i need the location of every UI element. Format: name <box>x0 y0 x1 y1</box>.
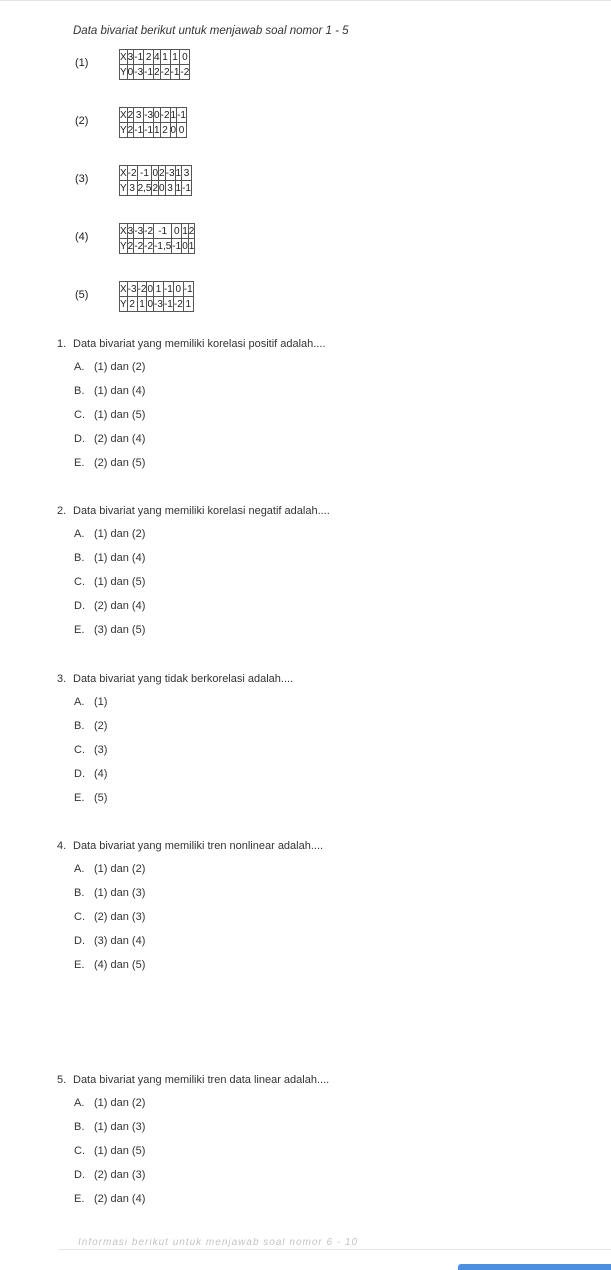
answer-option[interactable] <box>74 403 577 427</box>
table-cell: 2 <box>159 167 165 179</box>
table-cell: -1,5 <box>154 240 172 252</box>
table-cell: X <box>120 51 127 63</box>
option-text: (1) dan (2) <box>94 1097 146 1109</box>
table-cell: 3 <box>127 225 134 237</box>
table-cell: 1 <box>154 282 164 297</box>
table-cell: 2 <box>127 240 134 252</box>
table-cell: 2 <box>127 124 134 136</box>
table-cell: 1 <box>175 182 182 194</box>
option-letter: E. <box>74 792 85 804</box>
table-cell: Y <box>120 66 127 78</box>
answer-option[interactable] <box>74 594 577 618</box>
bottom-divider <box>58 1249 611 1250</box>
option-letter: A. <box>74 361 85 373</box>
table-cell: 0 <box>147 283 154 295</box>
answer-option[interactable] <box>74 522 577 546</box>
option-text: (4) <box>94 768 108 780</box>
table-cell: -3 <box>134 66 144 78</box>
table-label: (3) <box>75 173 89 185</box>
option-text: (3) dan (4) <box>94 935 146 947</box>
table-cell: 0 <box>152 167 159 179</box>
table-cell: -2 <box>134 240 144 252</box>
option-letter: B. <box>74 385 85 397</box>
table-row-y <box>120 65 190 80</box>
table-cell: 2 <box>152 182 159 194</box>
table-cell: 2 <box>144 50 154 65</box>
table-cell: 3 <box>134 108 144 123</box>
table-cell: -2 <box>137 283 147 295</box>
option-text: (2) dan (4) <box>94 1193 146 1205</box>
table-cell: 3 <box>165 181 175 196</box>
answer-option[interactable] <box>74 1115 577 1139</box>
option-letter: A. <box>74 863 85 875</box>
answer-option[interactable] <box>74 857 577 881</box>
option-letter: D. <box>74 600 85 612</box>
table-cell: 2,5 <box>137 182 152 194</box>
answer-option[interactable] <box>74 905 577 929</box>
table-cell: -2 <box>144 225 154 237</box>
option-text: (4) dan (5) <box>94 959 146 971</box>
answer-option[interactable] <box>74 379 577 403</box>
table-cell: -1 <box>177 109 186 121</box>
table-cell: -3 <box>144 109 154 121</box>
page-heading: Data bivariat berikut untuk menjawab soal nomor 1 - 5 <box>73 25 349 37</box>
answer-option[interactable] <box>74 953 577 977</box>
top-divider <box>0 0 611 1</box>
answer-option[interactable] <box>74 1187 577 1211</box>
table-cell: -2 <box>173 298 183 310</box>
answer-option[interactable] <box>74 451 577 475</box>
table-cell: -3 <box>134 225 144 237</box>
table-cell: -1 <box>154 224 172 239</box>
table-cell: 1 <box>188 240 195 252</box>
question-number: 5. <box>57 1074 67 1086</box>
table-grid <box>119 49 190 80</box>
option-text: (3) <box>94 744 108 756</box>
table-row-y <box>120 181 192 196</box>
question-text <box>57 1072 577 1088</box>
option-text: (1) dan (5) <box>94 409 146 421</box>
table-row-x <box>120 50 190 65</box>
option-text: (2) dan (4) <box>94 433 146 445</box>
question-text <box>57 838 577 854</box>
option-text: (3) dan (5) <box>94 624 146 636</box>
table-cell: X <box>120 225 127 237</box>
table-cell: 2 <box>127 297 137 312</box>
table-cell: 1 <box>175 167 182 179</box>
question-3 <box>57 671 577 810</box>
answer-option[interactable] <box>74 427 577 451</box>
option-letter: A. <box>74 1097 85 1109</box>
option-text: (1) dan (2) <box>94 361 146 373</box>
table-row-y <box>120 123 187 138</box>
answer-option[interactable] <box>74 1091 577 1115</box>
question-number: 3. <box>57 673 67 685</box>
table-cell: X <box>120 283 127 295</box>
table-cell: 0 <box>127 66 134 78</box>
table-cell: Y <box>120 298 127 310</box>
answer-option[interactable] <box>74 355 577 379</box>
table-cell: 3 <box>127 181 137 196</box>
option-letter: B. <box>74 887 85 899</box>
question-number: 4. <box>57 840 67 852</box>
table-cell: Y <box>120 182 127 194</box>
table-cell: 0 <box>159 182 165 194</box>
option-letter: C. <box>74 911 85 923</box>
option-text: (1) dan (3) <box>94 887 146 899</box>
answer-option[interactable] <box>74 738 577 762</box>
table-cell: 0 <box>177 123 187 138</box>
option-letter: E. <box>74 959 85 971</box>
answer-option[interactable] <box>74 881 577 905</box>
table-cell: 3 <box>127 51 134 63</box>
option-text: (1) dan (4) <box>94 385 146 397</box>
question-prompt: Data bivariat yang memiliki tren data linear adalah.... <box>73 1074 330 1086</box>
question-prompt: Data bivariat yang memiliki korelasi negatif adalah.... <box>73 505 330 517</box>
table-cell: -3 <box>165 167 175 179</box>
option-letter: D. <box>74 433 85 445</box>
answer-option[interactable] <box>74 762 577 786</box>
table-grid <box>119 107 187 138</box>
option-letter: D. <box>74 768 85 780</box>
table-cell: 3 <box>182 166 192 181</box>
question-number: 1. <box>57 338 67 350</box>
table-cell: 0 <box>182 240 188 252</box>
table-cell: -2 <box>144 240 154 252</box>
answer-option[interactable] <box>74 786 577 810</box>
table-cell: -1 <box>134 51 144 63</box>
table-cell: 0 <box>154 109 160 121</box>
question-2 <box>57 503 577 642</box>
question-text <box>57 503 577 519</box>
table-cell: 2 <box>160 123 170 138</box>
table-label: (2) <box>75 115 89 127</box>
option-letter: A. <box>74 528 85 540</box>
question-text <box>57 336 577 352</box>
table-cell: 2 <box>188 225 195 237</box>
answer-option[interactable] <box>74 1163 577 1187</box>
table-label: (5) <box>75 289 89 301</box>
question-text <box>57 671 577 687</box>
table-cell: 1 <box>170 109 177 121</box>
table-grid <box>119 281 194 312</box>
table-grid <box>119 165 192 196</box>
table-cell: 0 <box>172 224 182 239</box>
table-grid <box>119 223 195 254</box>
table-label: (4) <box>75 231 89 243</box>
option-text: (5) <box>94 792 108 804</box>
option-letter: E. <box>74 457 85 469</box>
option-letter: E. <box>74 1193 85 1205</box>
table-row-x <box>120 108 187 123</box>
table-cell: -2 <box>127 167 137 179</box>
table-cell: 1 <box>154 124 160 136</box>
table-cell: -1 <box>170 66 180 78</box>
option-text: (1) dan (5) <box>94 1145 146 1157</box>
option-letter: D. <box>74 1169 85 1181</box>
option-text: (2) <box>94 720 108 732</box>
table-cell: -3 <box>154 298 163 310</box>
table-cell: X <box>120 109 127 121</box>
option-text: (1) dan (3) <box>94 1121 146 1133</box>
table-cell: -3 <box>127 283 137 295</box>
table-cell: X <box>120 167 127 179</box>
option-text: (2) dan (3) <box>94 911 146 923</box>
option-letter: E. <box>74 624 85 636</box>
table-cell: 0 <box>180 50 190 65</box>
option-text: (1) dan (2) <box>94 528 146 540</box>
table-row-x <box>120 224 195 239</box>
table-cell: 2 <box>127 109 134 121</box>
next-section-heading-partial: Informasi berikut untuk menjawab soal nomor 6 - 10 <box>78 1238 359 1247</box>
option-text: (2) dan (3) <box>94 1169 146 1181</box>
answer-option[interactable] <box>74 570 577 594</box>
option-letter: D. <box>74 935 85 947</box>
table-cell: -2 <box>160 109 170 121</box>
table-cell: -1 <box>163 283 173 295</box>
question-prompt: Data bivariat yang memiliki tren nonlinear adalah.... <box>73 840 324 852</box>
table-cell: 2 <box>154 66 160 78</box>
question-4 <box>57 838 577 977</box>
table-cell: Y <box>120 240 127 252</box>
table-cell: 0 <box>173 282 183 297</box>
table-row-x <box>120 282 194 297</box>
table-cell: 1 <box>170 50 180 65</box>
table-row-y <box>120 239 195 254</box>
table-cell: Y <box>120 124 127 136</box>
table-cell: -1 <box>144 124 154 136</box>
table-cell: -1 <box>183 283 193 295</box>
option-letter: B. <box>74 1121 85 1133</box>
table-cell: 1 <box>160 50 170 65</box>
question-number: 2. <box>57 505 67 517</box>
option-letter: C. <box>74 576 85 588</box>
table-cell: -2 <box>160 66 170 78</box>
table-cell: 4 <box>154 51 160 63</box>
option-text: (2) dan (5) <box>94 457 146 469</box>
table-cell: 1 <box>182 225 188 237</box>
table-cell: 0 <box>170 124 177 136</box>
table-cell: 1 <box>183 297 193 312</box>
table-cell: -1 <box>182 182 191 194</box>
table-row-x <box>120 166 192 181</box>
table-cell: -1 <box>134 124 144 136</box>
table-cell: -1 <box>144 66 154 78</box>
table-cell: 1 <box>137 297 147 312</box>
answer-option[interactable] <box>74 929 577 953</box>
option-letter: B. <box>74 720 85 732</box>
scroll-indicator[interactable] <box>458 1264 611 1270</box>
option-text: (1) dan (5) <box>94 576 146 588</box>
option-letter: A. <box>74 696 85 708</box>
option-letter: B. <box>74 552 85 564</box>
option-text: (1) dan (2) <box>94 863 146 875</box>
table-label: (1) <box>75 57 89 69</box>
table-cell: 0 <box>147 298 154 310</box>
table-cell: -1 <box>137 166 152 181</box>
answer-option[interactable] <box>74 546 577 570</box>
table-cell: -1 <box>163 298 173 310</box>
table-cell: -2 <box>180 66 190 78</box>
option-text: (2) dan (4) <box>94 600 146 612</box>
answer-option[interactable] <box>74 690 577 714</box>
question-5 <box>57 1072 577 1211</box>
answer-option[interactable] <box>74 1139 577 1163</box>
option-text: (1) <box>94 696 108 708</box>
option-letter: C. <box>74 744 85 756</box>
answer-option[interactable] <box>74 714 577 738</box>
answer-option[interactable] <box>74 618 577 642</box>
option-letter: C. <box>74 409 85 421</box>
question-prompt: Data bivariat yang tidak berkorelasi adalah.... <box>73 673 294 685</box>
table-cell: -1 <box>172 240 182 252</box>
option-letter: C. <box>74 1145 85 1157</box>
table-row-y <box>120 297 194 312</box>
option-text: (1) dan (4) <box>94 552 146 564</box>
question-prompt: Data bivariat yang memiliki korelasi positif adalah.... <box>73 338 326 350</box>
question-1 <box>57 336 577 475</box>
